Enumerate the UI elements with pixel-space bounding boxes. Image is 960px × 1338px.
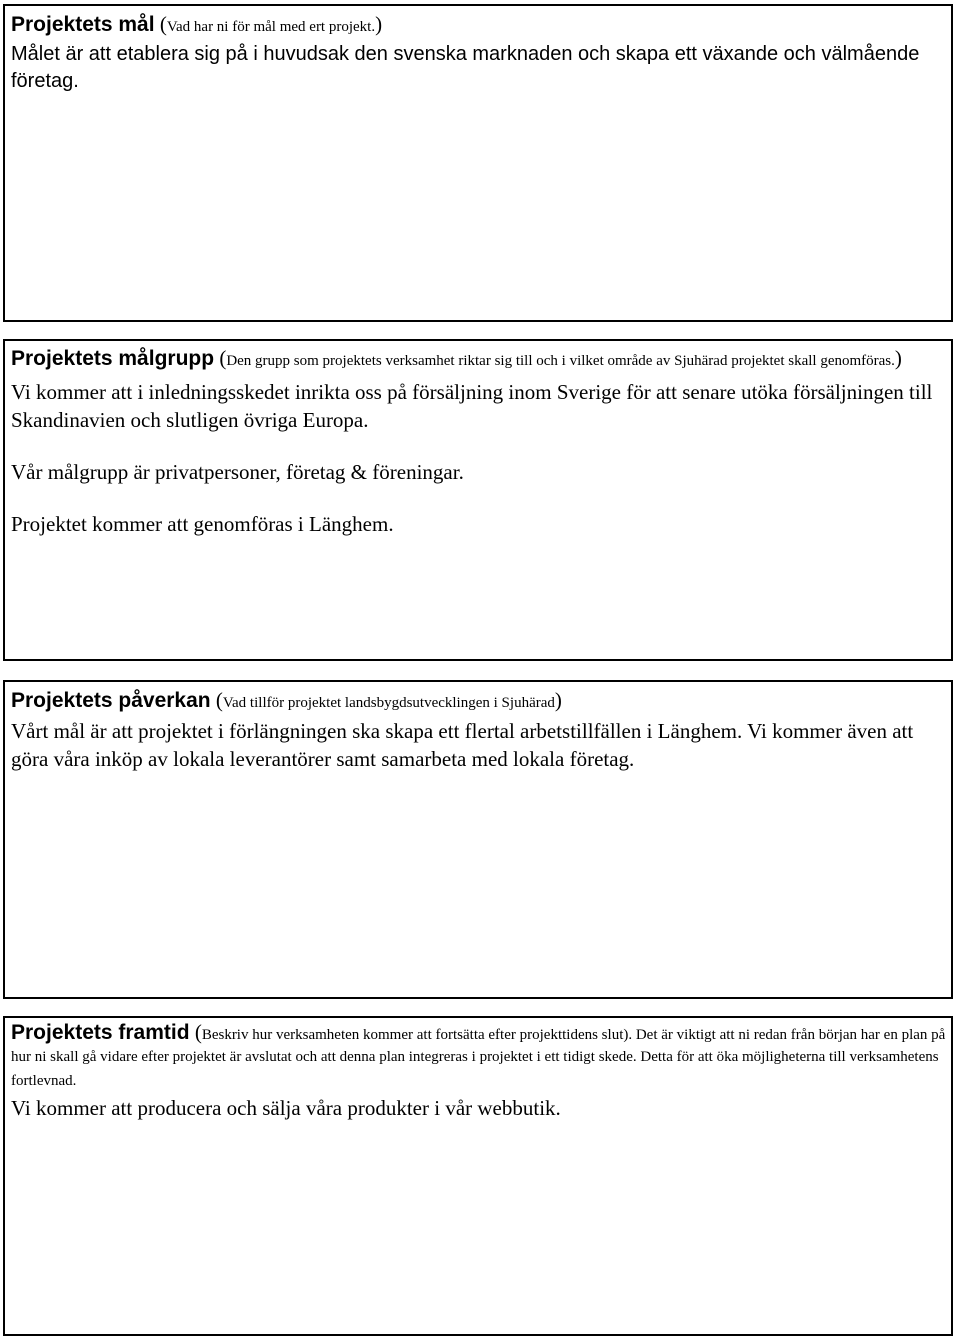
section-header: Projektets målgrupp (Den grupp som projektets verksamhet riktar sig till och i vilket område av Sjuhärad projektet skall genomföras.) [11,346,902,370]
section-heading: Projektets mål [11,13,155,36]
section-heading: Projektets påverkan [11,689,211,712]
section-projektets-framtid [3,1016,953,1336]
section-text: Vårt mål är att projektet i förlängningen ska skapa ett flertal arbetstillfällen i Länghem. Vi kommer även att göra våra inköp av lokala leverantörer samt samarbeta med lokala företag. [11,719,914,771]
section-text: Projektet kommer att genomföras i Länghem. [11,512,394,536]
section-hint: Vad har ni för mål med ert projekt. [166,19,376,35]
section-text: Målet är att etablera sig på i huvudsak den svenska marknaden och skapa ett växande och välmående företag. [11,43,920,92]
section-header: Projektets mål (Vad har ni för mål med ert projekt.) [11,12,383,36]
section-hint: Vad tillför projektet landsbygdsutvecklingen i Sjuhärad [222,695,555,711]
section-text: Vår målgrupp är privatpersoner, företag & föreningar. [11,460,464,484]
section-header: Projektets framtid (Beskriv hur verksamheten kommer att fortsätta efter projekttidens slut). Det är viktigt att ni redan från början har en plan på hur ni skall gå vidare efter projektet är avslutat och att denna plan integreras i projektet i ett tidigt skede. Detta för att öka möjligheterna till verksamhetens fortlevnad. [11,1020,946,1089]
section-text: Vi kommer att i inledningsskedet inrikta oss på försäljning inom Sverige för att senare utöka försäljningen till Skandinavien och slutligen övriga Europa. [11,380,933,432]
section-text: Vi kommer att producera och sälja våra produkter i vår webbutik. [11,1096,561,1120]
section-projektets-paverkan [3,680,953,999]
section-hint: Beskriv hur verksamheten kommer att fortsätta efter projekttidens slut). Det är viktigt att ni redan från början har en plan på hur ni skall gå vidare efter projektet är avslutat och att denna plan integreras i projektet i ett tidigt skede. Detta för att öka möjligheterna till verksamhetens fortlevnad. [11,1027,946,1089]
section-projektets-mal [3,4,953,322]
section-projektets-malgrupp [3,339,953,661]
section-header: Projektets påverkan (Vad tillför projektet landsbygdsutvecklingen i Sjuhärad) [11,688,562,712]
section-heading: Projektets målgrupp [11,347,215,370]
section-hint: Den grupp som projektets verksamhet riktar sig till och i vilket område av Sjuhärad projektet skall genomföras. [226,353,895,369]
section-heading: Projektets framtid [11,1021,190,1044]
